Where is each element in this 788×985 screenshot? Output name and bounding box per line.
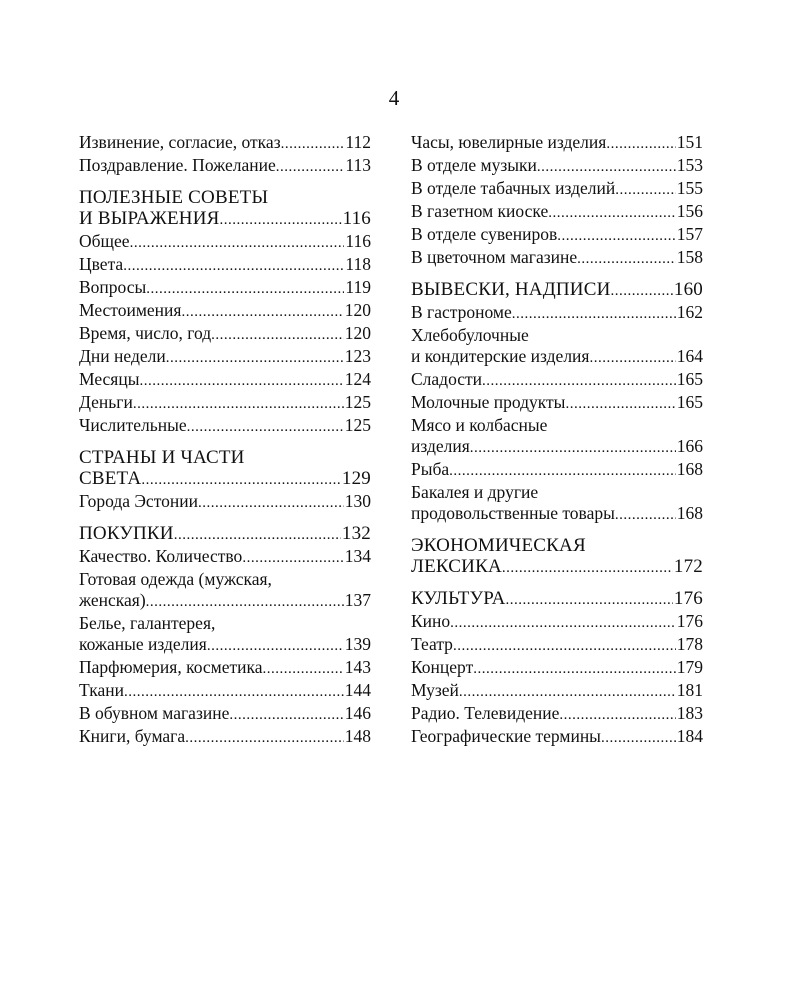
toc-line <box>79 369 371 392</box>
toc-page-number: 157 <box>676 224 703 244</box>
dot-leader <box>130 233 345 254</box>
toc-line <box>411 588 703 611</box>
toc-page-number: 148 <box>344 726 371 746</box>
toc-entry <box>79 613 371 657</box>
section-gap <box>411 526 703 535</box>
toc-right-column <box>411 132 703 749</box>
toc-page-number: 165 <box>676 369 703 389</box>
toc-entry <box>411 703 703 726</box>
toc-line <box>79 155 371 178</box>
toc-entry-title: В отделе сувениров <box>411 224 558 244</box>
toc-entry <box>411 369 703 392</box>
toc-entry <box>411 201 703 224</box>
toc-page-number: 116 <box>342 208 371 229</box>
dot-leader <box>453 636 676 657</box>
toc-line <box>79 415 371 438</box>
toc-line <box>411 726 703 749</box>
dot-leader <box>220 210 342 231</box>
toc-line <box>411 556 703 579</box>
section-gap <box>411 579 703 588</box>
toc-entry-title: кожаные изделия <box>79 634 207 654</box>
toc-line <box>79 392 371 415</box>
toc-entry <box>79 447 371 491</box>
toc-entry-title: женская) <box>79 590 146 610</box>
toc-entry-title: ЭКОНОМИЧЕСКАЯ <box>411 535 586 556</box>
toc-entry-title: Радио. Телевидение <box>411 703 560 723</box>
toc-entry-title: ПОКУПКИ <box>79 523 174 544</box>
toc-entry <box>411 482 703 526</box>
toc-entry-title: Ткани <box>79 680 124 700</box>
toc-entry-title: продовольственные товары <box>411 503 615 523</box>
toc-entry-title: Бакалея и другие <box>411 482 539 502</box>
dot-leader <box>211 325 344 346</box>
toc-entry-title: Месяцы <box>79 369 140 389</box>
toc-page-number: 164 <box>676 346 703 366</box>
toc-entry-title: В цветочном магазине <box>411 247 578 267</box>
toc-line <box>411 634 703 657</box>
dot-leader <box>548 203 676 224</box>
toc-line <box>411 680 703 703</box>
toc-entry-title: Время, число, год <box>79 323 212 343</box>
toc-page-number: 125 <box>344 415 371 435</box>
dot-leader <box>482 371 676 392</box>
toc-page-number: 144 <box>344 680 371 700</box>
toc-line <box>79 300 371 323</box>
toc-line <box>79 187 371 208</box>
toc-page-number: 116 <box>345 231 371 251</box>
page-number: 4 <box>388 86 400 110</box>
toc-line <box>411 703 703 726</box>
toc-page-number: 146 <box>344 703 371 723</box>
dot-leader <box>166 348 344 369</box>
toc-entry-title: Вопросы <box>79 277 147 297</box>
toc-line <box>79 634 371 657</box>
dot-leader <box>589 348 675 369</box>
toc-line <box>79 447 371 468</box>
toc-entry-title: Концерт <box>411 657 474 677</box>
toc-entry <box>79 187 371 231</box>
toc-entry-title: Деньги <box>79 392 133 412</box>
toc-entry-title: Сладости <box>411 369 483 389</box>
toc-line <box>411 247 703 270</box>
toc-line <box>411 369 703 392</box>
dot-leader <box>141 470 341 491</box>
toc-entry <box>79 254 371 277</box>
toc-line <box>411 535 703 556</box>
dot-leader <box>124 682 344 703</box>
toc-entry <box>79 546 371 569</box>
toc-page-number: 158 <box>676 247 703 267</box>
dot-leader <box>470 438 676 459</box>
toc-entry-title: В отделе табачных изделий <box>411 178 616 198</box>
dot-leader <box>123 256 344 277</box>
toc-entry-title: Общее <box>79 231 130 251</box>
toc-line <box>411 224 703 247</box>
toc-entry-title: ЛЕКСИКА <box>411 556 502 577</box>
toc-entry-title: и кондитерские изделия <box>411 346 590 366</box>
toc-entry-title: Города Эстонии <box>79 491 198 511</box>
toc-line <box>79 208 371 231</box>
toc-page-number: 184 <box>676 726 703 746</box>
toc-entry-title: Хлебобулочные <box>411 325 529 345</box>
toc-line <box>79 546 371 569</box>
section-gap <box>79 514 371 523</box>
dot-leader <box>133 394 344 415</box>
dot-leader <box>473 659 676 680</box>
toc-page-number: 172 <box>673 556 703 577</box>
toc-line <box>79 346 371 369</box>
toc-page-number: 130 <box>344 491 371 511</box>
section-gap <box>79 438 371 447</box>
toc-page-number: 134 <box>344 546 371 566</box>
toc-line <box>79 254 371 277</box>
toc-line <box>79 491 371 514</box>
toc-page-number: 165 <box>676 392 703 412</box>
dot-leader <box>559 705 675 726</box>
toc-page-number: 178 <box>676 634 703 654</box>
toc-line <box>79 613 371 634</box>
toc-page-number: 181 <box>676 680 703 700</box>
toc-line <box>411 611 703 634</box>
toc-entry <box>79 523 371 546</box>
toc-entry-title: Театр <box>411 634 453 654</box>
toc-entry <box>79 300 371 323</box>
toc-entry-title: Парфюмерия, косметика <box>79 657 263 677</box>
toc-entry <box>79 680 371 703</box>
toc-line <box>79 523 371 546</box>
toc-entry <box>79 392 371 415</box>
toc-line <box>79 680 371 703</box>
toc-entry <box>79 346 371 369</box>
toc-entry <box>411 392 703 415</box>
toc-page-number: 120 <box>344 300 371 320</box>
toc-page-number: 118 <box>345 254 371 274</box>
dot-leader <box>449 461 676 482</box>
toc-entry-title: ВЫВЕСКИ, НАДПИСИ <box>411 279 611 300</box>
dot-leader <box>615 505 676 526</box>
toc-line <box>411 132 703 155</box>
toc-entry-title: Числительные <box>79 415 187 435</box>
dot-leader <box>601 728 676 749</box>
toc-entry <box>411 302 703 325</box>
toc-page-number: 120 <box>344 323 371 343</box>
toc-entry-title: Музей <box>411 680 459 700</box>
toc-entry-title: Местоимения <box>79 300 182 320</box>
toc-entry-title: ПОЛЕЗНЫЕ СОВЕТЫ <box>79 187 269 208</box>
toc-entry-title: СВЕТА <box>79 468 142 489</box>
dot-leader <box>512 304 676 325</box>
toc-entry <box>411 459 703 482</box>
toc-line <box>411 302 703 325</box>
toc-page-number: 112 <box>345 132 371 152</box>
toc-page-number: 129 <box>341 468 371 489</box>
dot-leader <box>229 705 343 726</box>
dot-leader <box>450 613 676 634</box>
toc-line <box>79 468 371 491</box>
toc-line <box>411 503 703 526</box>
toc-page-number: 153 <box>676 155 703 175</box>
toc-entry <box>79 415 371 438</box>
toc-entry-title: Цвета <box>79 254 124 274</box>
toc-entry <box>411 279 703 302</box>
toc-line <box>411 325 703 346</box>
toc-line <box>411 178 703 201</box>
toc-entry <box>79 132 371 155</box>
section-gap <box>411 270 703 279</box>
dot-leader <box>611 281 673 302</box>
toc-entry <box>411 535 703 579</box>
toc-entry <box>411 247 703 270</box>
dot-leader <box>557 226 676 247</box>
toc-entry <box>411 132 703 155</box>
toc-page-number: 183 <box>676 703 703 723</box>
toc-entry-title: Книги, бумага <box>79 726 186 746</box>
toc-page-number: 166 <box>676 436 703 456</box>
dot-leader <box>615 180 675 201</box>
toc-entry <box>411 155 703 178</box>
toc-entry-title: Извинение, согласие, отказ <box>79 132 281 152</box>
toc-line <box>411 201 703 224</box>
toc-entry <box>411 588 703 611</box>
toc-line <box>411 436 703 459</box>
toc-page-number: 123 <box>344 346 371 366</box>
toc-page-number: 179 <box>676 657 703 677</box>
toc-page-number: 124 <box>344 369 371 389</box>
dot-leader <box>281 134 345 155</box>
toc-page-number: 151 <box>676 132 703 152</box>
toc-entry-title: В отделе музыки <box>411 155 537 175</box>
dot-leader <box>207 636 344 657</box>
toc-line <box>79 277 371 300</box>
toc-page-number: 160 <box>673 279 703 300</box>
toc-entry-title: КУЛЬТУРА <box>411 588 506 609</box>
toc-entry-title: изделия <box>411 436 470 456</box>
toc-entry-title: В обувном магазине <box>79 703 230 723</box>
toc-entry <box>411 657 703 680</box>
toc-entry <box>79 491 371 514</box>
toc-entry-title: Рыба <box>411 459 450 479</box>
toc-line <box>411 415 703 436</box>
toc-line <box>79 569 371 590</box>
toc-line <box>411 459 703 482</box>
dot-leader <box>174 525 341 546</box>
toc-line <box>411 346 703 369</box>
toc-entry <box>411 178 703 201</box>
toc-entry-title: Качество. Количество <box>79 546 243 566</box>
toc-entry-title: Готовая одежда (мужская, <box>79 569 272 589</box>
toc-page-number: 139 <box>344 634 371 654</box>
dot-leader <box>537 157 676 178</box>
toc-line <box>79 231 371 254</box>
dot-leader <box>181 302 343 323</box>
toc-line <box>411 657 703 680</box>
toc-page-number: 125 <box>344 392 371 412</box>
dot-leader <box>276 157 345 178</box>
dot-leader <box>187 417 344 438</box>
toc-page-number: 132 <box>341 523 371 544</box>
toc-entry <box>411 611 703 634</box>
dot-leader <box>198 493 344 514</box>
toc-line <box>411 482 703 503</box>
toc-entry-title: СТРАНЫ И ЧАСТИ <box>79 447 245 468</box>
toc-entry <box>79 569 371 613</box>
toc-page-number: 137 <box>344 590 371 610</box>
toc-left-column <box>79 132 371 749</box>
dot-leader <box>146 592 344 613</box>
toc-entry-title: Поздравление. Пожелание <box>79 155 276 175</box>
toc-entry-title: И ВЫРАЖЕНИЯ <box>79 208 220 229</box>
toc-line <box>411 155 703 178</box>
toc-entry <box>411 634 703 657</box>
dot-leader <box>459 682 676 703</box>
dot-leader <box>577 249 676 270</box>
toc-line <box>79 323 371 346</box>
dot-leader <box>263 659 344 680</box>
dot-leader <box>185 728 344 749</box>
toc-entry-title: Белье, галантерея, <box>79 613 216 633</box>
toc-page-number: 119 <box>345 277 371 297</box>
dot-leader <box>606 134 675 155</box>
toc-page-number: 176 <box>676 611 703 631</box>
toc-entry-title: Часы, ювелирные изделия <box>411 132 607 152</box>
toc-line <box>79 132 371 155</box>
toc-page-number: 143 <box>344 657 371 677</box>
toc-page-number: 168 <box>676 503 703 523</box>
toc-entry-title: Мясо и колбасные <box>411 415 548 435</box>
toc-entry <box>79 277 371 300</box>
toc-entry <box>79 155 371 178</box>
toc-entry <box>411 224 703 247</box>
toc-entry <box>79 231 371 254</box>
toc-entry <box>79 369 371 392</box>
toc-entry <box>411 325 703 369</box>
toc-line <box>79 657 371 680</box>
toc-page-number: 156 <box>676 201 703 221</box>
dot-leader <box>565 394 675 415</box>
toc-entry-title: Кино <box>411 611 451 631</box>
toc-page-number: 176 <box>673 588 703 609</box>
toc-entry <box>411 680 703 703</box>
dot-leader <box>146 279 344 300</box>
toc-entry <box>79 703 371 726</box>
toc-entry-title: Молочные продукты <box>411 392 566 412</box>
toc-line <box>79 726 371 749</box>
toc-entry-title: Географические термины <box>411 726 601 746</box>
toc-page-number: 168 <box>676 459 703 479</box>
toc-entry-title: Дни недели <box>79 346 166 366</box>
toc-line <box>79 590 371 613</box>
toc-entry-title: В газетном киоске <box>411 201 549 221</box>
toc-line <box>411 392 703 415</box>
dot-leader <box>502 558 673 579</box>
toc-entry <box>411 415 703 459</box>
dot-leader <box>506 590 673 611</box>
toc-entry <box>79 726 371 749</box>
toc-page-number: 113 <box>345 155 371 175</box>
toc-entry-title: В гастрономе <box>411 302 512 322</box>
toc-page-number: 162 <box>676 302 703 322</box>
toc-entry <box>79 657 371 680</box>
dot-leader <box>242 548 343 569</box>
toc-entry <box>79 323 371 346</box>
toc-line <box>411 279 703 302</box>
toc-page-number: 155 <box>676 178 703 198</box>
section-gap <box>79 178 371 187</box>
toc-entry <box>411 726 703 749</box>
dot-leader <box>139 371 343 392</box>
toc-line <box>79 703 371 726</box>
